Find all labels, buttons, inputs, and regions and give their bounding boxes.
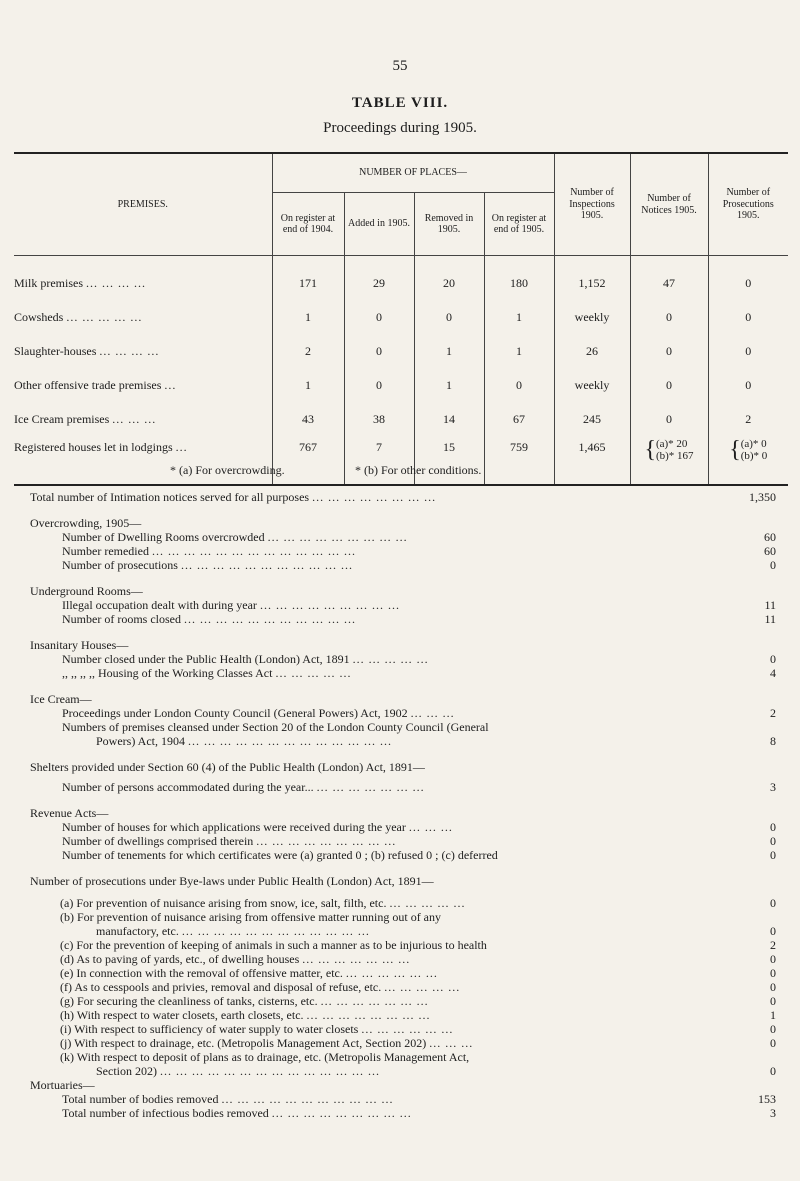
item-value: 0 xyxy=(770,1022,776,1036)
list-item xyxy=(30,1022,776,1036)
header-notices: Number of Notices 1905. xyxy=(630,153,708,255)
item-leader: ... ... ... xyxy=(410,706,455,720)
list-item: (c) For the prevention of keeping of animals in such a manner as to be injurious to health 2 xyxy=(60,938,776,952)
cell: 67 xyxy=(484,402,554,436)
list-item xyxy=(30,896,776,910)
cell: 759 xyxy=(484,436,554,485)
section-heading: Shelters provided under Section 60 (4) of the Public Health (London) Act, 1891— xyxy=(30,760,425,774)
list-item xyxy=(30,652,776,666)
item-leader: ... ... ... ... ... xyxy=(275,666,352,680)
item-leader: ... ... ... ... ... ... ... ... ... ... ... ... ... xyxy=(188,734,392,748)
lodging-prosecutions-b: (b)* 0 xyxy=(740,450,768,463)
cell: 20 xyxy=(414,256,484,301)
header-premises: PREMISES. xyxy=(14,153,272,255)
footnote-a: * (a) For overcrowding. xyxy=(170,463,285,477)
table-row xyxy=(14,402,788,436)
item-leader: ... ... ... ... ... ... ... ... ... ... ... ... ... ... xyxy=(160,1064,380,1078)
cell: 1 xyxy=(484,300,554,334)
list-item: Number of tenements for which certificates were (a) granted 0 ; (b) refused 0 ; (c) deferred 0 xyxy=(62,848,776,862)
cell: 171 xyxy=(272,256,344,301)
section-heading: Ice Cream— xyxy=(30,692,92,706)
cell: 2 xyxy=(708,402,788,436)
list-item xyxy=(30,980,776,994)
cell: 767 xyxy=(272,436,344,485)
cell: 0 xyxy=(708,368,788,402)
item-text: Number of houses for which applications were received during the year xyxy=(62,820,406,834)
item-value: 0 xyxy=(770,980,776,994)
item-text: Number of prosecutions xyxy=(62,558,178,572)
section-heading: Overcrowding, 1905— xyxy=(30,516,142,530)
cell: 0 xyxy=(344,300,414,334)
proceedings-table xyxy=(14,152,788,486)
item-value: 0 xyxy=(770,896,776,910)
cell: 1 xyxy=(414,334,484,368)
list-item xyxy=(30,544,776,558)
list-item xyxy=(30,994,776,1008)
cell: 0 xyxy=(708,334,788,368)
row-premises: Milk premises xyxy=(14,275,83,290)
item-leader: ... ... ... ... ... ... xyxy=(345,966,438,980)
item-text: Powers) Act, 1904 xyxy=(96,734,185,748)
item-leader: ... ... ... ... ... xyxy=(384,980,461,994)
item-leader: ... ... ... ... ... ... ... ... ... ... ... xyxy=(183,612,356,626)
header-removed-1905: Removed in 1905. xyxy=(414,193,484,256)
lodging-notices-cell: {(a)* 20 (b)* 167 xyxy=(630,436,708,485)
cell: 180 xyxy=(484,256,554,301)
list-item xyxy=(30,734,776,748)
cell: 245 xyxy=(554,402,630,436)
lodging-prosecutions-cell: {(a)* 0 (b)* 0 xyxy=(708,436,788,485)
item-leader: ... ... ... ... ... ... ... xyxy=(316,780,425,794)
item-value: 60 xyxy=(764,544,776,558)
list-item xyxy=(30,1092,776,1106)
list-item xyxy=(30,1064,776,1078)
row-premises: Other offensive trade premises xyxy=(14,377,162,392)
list-item: (b) For prevention of nuisance arising from offensive matter running out of any xyxy=(60,910,442,924)
item-leader: ... ... ... ... ... ... ... ... xyxy=(306,1008,431,1022)
item-text: Number of Dwelling Rooms overcrowded xyxy=(62,530,265,544)
row-premises: Slaughter-houses xyxy=(14,343,97,358)
list-item xyxy=(30,966,776,980)
item-value: 0 xyxy=(770,1036,776,1050)
row-premises: Ice Cream premises xyxy=(14,411,110,426)
item-value: 4 xyxy=(770,666,776,680)
list-item xyxy=(30,1106,776,1120)
cell: 43 xyxy=(272,402,344,436)
item-text: (d) As to paving of yards, etc., of dwelling houses xyxy=(60,952,300,966)
item-value: 3 xyxy=(770,780,776,794)
table-title: TABLE VIII. xyxy=(351,95,449,111)
item-value: 2 xyxy=(770,706,776,720)
item-leader: ... ... ... xyxy=(429,1036,474,1050)
item-text: (h) With respect to water closets, earth closets, etc. xyxy=(60,1008,304,1022)
list-item xyxy=(30,1036,776,1050)
cell: 0 xyxy=(630,368,708,402)
item-value: 60 xyxy=(764,530,776,544)
item-leader: ... ... ... ... ... ... ... ... ... xyxy=(256,834,397,848)
lodging-prosecutions-a: (a)* 0 xyxy=(740,438,767,450)
header-number-of-places: NUMBER OF PLACES— xyxy=(272,153,554,193)
item-value: 0 xyxy=(770,834,776,848)
header-added-1905: Added in 1905. xyxy=(344,193,414,256)
cell: 0 xyxy=(630,334,708,368)
item-value: 11 xyxy=(764,598,776,612)
item-value: 153 xyxy=(758,1092,776,1106)
cell: 0 xyxy=(344,334,414,368)
cell: 2 xyxy=(272,334,344,368)
cell: 1 xyxy=(272,300,344,334)
section-heading: Underground Rooms— xyxy=(30,584,143,598)
item-value: 0 xyxy=(770,952,776,966)
list-item xyxy=(30,1008,776,1022)
item-leader: ... ... ... ... ... ... ... ... ... ... ... xyxy=(180,558,353,572)
row-leader: ... ... ... ... xyxy=(86,275,146,290)
cell: 1 xyxy=(272,368,344,402)
item-leader: ... ... ... ... ... ... ... xyxy=(320,994,429,1008)
lodging-notices-a: (a)* 20 xyxy=(655,438,688,450)
item-text: Number remedied xyxy=(62,544,149,558)
list-item xyxy=(30,820,776,834)
header-register-1905: On register at end of 1905. xyxy=(484,193,554,256)
item-leader: ... ... ... ... ... ... ... ... ... ... ... ... xyxy=(181,924,370,938)
item-text: Total number of Intimation notices served for all purposes xyxy=(30,490,310,504)
item-value: 0 xyxy=(770,994,776,1008)
item-text: Illegal occupation dealt with during year xyxy=(62,598,257,612)
item-leader: ... ... ... ... ... ... ... ... ... xyxy=(271,1106,412,1120)
row-leader: ... ... ... ... xyxy=(99,343,160,358)
row-leader: ... ... ... ... ... xyxy=(66,309,143,324)
item-text: (g) For securing the cleanliness of tanks, cisterns, etc. xyxy=(60,994,318,1008)
cell: 1 xyxy=(414,368,484,402)
cell: weekly xyxy=(554,300,630,334)
item-value: 0 xyxy=(770,558,776,572)
list-item xyxy=(30,666,776,680)
row-leader: ... ... ... xyxy=(112,411,157,426)
list-item xyxy=(30,558,776,572)
cell: 38 xyxy=(344,402,414,436)
list-item: Numbers of premises cleansed under Section 20 of the London County Council (General xyxy=(62,720,489,734)
list-item xyxy=(30,952,776,966)
item-text: (e) In connection with the removal of offensive matter, etc. xyxy=(60,966,343,980)
cell: 0 xyxy=(708,256,788,301)
cell: 7 xyxy=(344,436,414,485)
table-row xyxy=(14,256,788,301)
item-value: 8 xyxy=(770,734,776,748)
cell: 14 xyxy=(414,402,484,436)
item-text: Number closed under the Public Health (London) Act, 1891 xyxy=(62,652,350,666)
list-item xyxy=(30,780,776,794)
item-text: (a) For prevention of nuisance arising from snow, ice, salt, filth, etc. xyxy=(60,896,387,910)
item-value: 11 xyxy=(764,612,776,626)
table-row xyxy=(14,334,788,368)
header-inspections: Number of Inspections 1905. xyxy=(554,153,630,255)
item-text: Proceedings under London County Council (General Powers) Act, 1902 xyxy=(62,706,408,720)
item-value: 1 xyxy=(770,1008,776,1022)
row-leader: ... xyxy=(164,377,177,392)
cell: 0 xyxy=(630,402,708,436)
header-prosecutions: Number of Prosecutions 1905. xyxy=(708,153,788,255)
list-item xyxy=(30,834,776,848)
list-item xyxy=(30,530,776,544)
row-premises: Registered houses let in lodgings xyxy=(14,440,173,454)
row-premises: Cowsheds xyxy=(14,309,64,324)
cell: weekly xyxy=(554,368,630,402)
footnote-b: * (b) For other conditions. xyxy=(355,463,482,477)
cell: 47 xyxy=(630,256,708,301)
item-leader: ... ... ... ... ... ... ... ... ... ... ... ... ... xyxy=(151,544,356,558)
item-text: manufactory, etc. xyxy=(96,924,179,938)
item-value: 0 xyxy=(770,924,776,938)
table-subtitle: Proceedings during 1905. xyxy=(323,120,477,136)
section-heading: Number of prosecutions under Bye-laws under Public Health (London) Act, 1891— xyxy=(30,874,434,888)
section-heading: Revenue Acts— xyxy=(30,806,109,820)
cell: 15 xyxy=(414,436,484,485)
item-text: Number of rooms closed xyxy=(62,612,181,626)
cell: 29 xyxy=(344,256,414,301)
cell: 0 xyxy=(630,300,708,334)
cell: 1 xyxy=(484,334,554,368)
item-value: 2 xyxy=(770,938,776,952)
list-item xyxy=(30,612,776,626)
item-text: (f) As to cesspools and privies, removal and disposal of refuse, etc. xyxy=(60,980,382,994)
item-leader: ... ... ... ... ... ... ... ... ... xyxy=(267,530,408,544)
list-item: (k) With respect to deposit of plans as to drainage, etc. (Metropolis Management Act, xyxy=(60,1050,470,1064)
item-value: 0 xyxy=(770,848,776,862)
section-heading: Mortuaries— xyxy=(30,1078,95,1092)
item-leader: ... ... ... ... ... ... ... ... ... xyxy=(259,598,400,612)
item-text: (j) With respect to drainage, etc. (Metropolis Management Act, Section 202) xyxy=(60,1036,427,1050)
item-leader: ... ... ... ... ... ... ... ... ... ... ... xyxy=(221,1092,394,1106)
item-text: Number of persons accommodated during the year... xyxy=(62,780,314,794)
item-value: 0 xyxy=(770,652,776,666)
item-text: (i) With respect to sufficiency of water supply to water closets xyxy=(60,1022,359,1036)
item-value: 0 xyxy=(770,820,776,834)
page-number: 55 xyxy=(392,58,408,74)
header-register-1904: On register at end of 1904. xyxy=(272,193,344,256)
summary-list xyxy=(30,490,776,1120)
cell: 0 xyxy=(708,300,788,334)
list-item xyxy=(30,598,776,612)
cell: 0 xyxy=(484,368,554,402)
item-text: Total number of infectious bodies removed xyxy=(62,1106,269,1120)
item-text: Number of dwellings comprised therein xyxy=(62,834,254,848)
item-text: ,, ,, ,, ,, Housing of the Working Classes Act xyxy=(62,666,273,680)
item-value: 0 xyxy=(770,966,776,980)
cell: 0 xyxy=(414,300,484,334)
item-leader: ... ... ... ... ... ... ... ... xyxy=(312,490,437,504)
item-value: 3 xyxy=(770,1106,776,1120)
cell: 26 xyxy=(554,334,630,368)
list-item xyxy=(30,924,776,938)
item-leader: ... ... ... ... ... ... xyxy=(361,1022,454,1036)
lodging-notices-b: (b)* 167 xyxy=(655,450,694,463)
item-leader: ... ... ... ... ... xyxy=(389,896,466,910)
item-value: 0 xyxy=(770,1064,776,1078)
cell: 1,152 xyxy=(554,256,630,301)
row-leader: ... xyxy=(175,440,188,454)
section-heading: Insanitary Houses— xyxy=(30,638,129,652)
item-value: 1,350 xyxy=(749,490,776,504)
table-row xyxy=(14,300,788,334)
item-leader: ... ... ... ... ... xyxy=(352,652,429,666)
cell: 1,465 xyxy=(554,436,630,485)
item-leader: ... ... ... xyxy=(408,820,453,834)
item-text: Total number of bodies removed xyxy=(62,1092,219,1106)
list-item xyxy=(30,490,776,504)
item-leader: ... ... ... ... ... ... ... xyxy=(302,952,411,966)
cell: 0 xyxy=(344,368,414,402)
table-row xyxy=(14,368,788,402)
list-item xyxy=(30,706,776,720)
item-text: Section 202) xyxy=(96,1064,157,1078)
